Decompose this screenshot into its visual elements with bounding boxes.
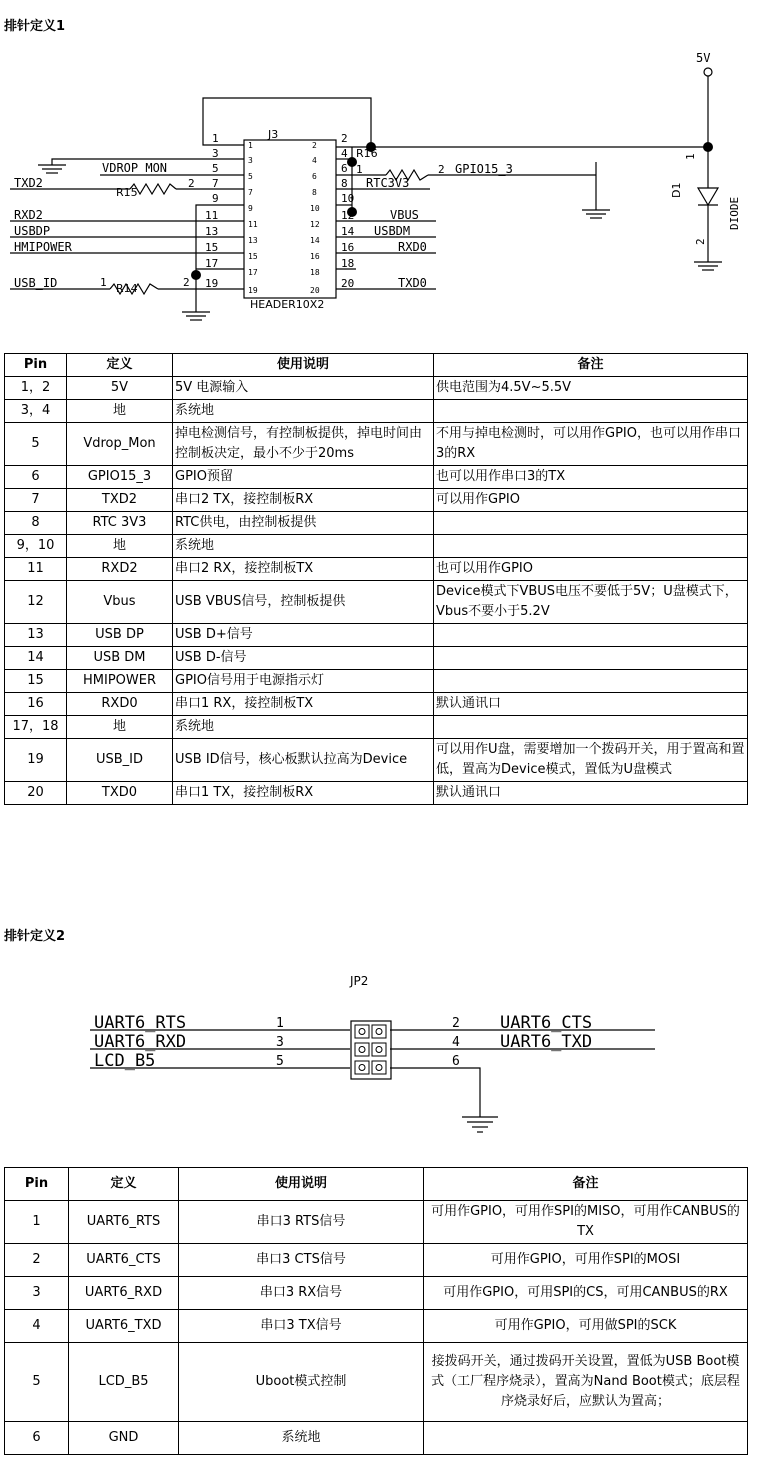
col-header: Pin bbox=[5, 1168, 69, 1201]
diode-pin-1: 1 bbox=[684, 153, 697, 160]
table-cell: 默认通讯口 bbox=[434, 782, 748, 805]
table-cell bbox=[434, 400, 748, 423]
table-cell: 不用与掉电检测时，可以用作GPIO，也可以用作串口3的RX bbox=[434, 423, 748, 466]
table-row bbox=[5, 1277, 748, 1310]
table-cell: USB DP bbox=[67, 624, 173, 647]
table-cell: 串口1 TX，接控制板RX bbox=[173, 782, 434, 805]
col-header: 定义 bbox=[69, 1168, 179, 1201]
table-row bbox=[5, 558, 748, 581]
inner-pin-num: 6 bbox=[312, 172, 317, 181]
pin-num: 7 bbox=[212, 177, 219, 190]
table-cell: RTC 3V3 bbox=[67, 512, 173, 535]
table-cell: 地 bbox=[67, 400, 173, 423]
inner-pin-num: 3 bbox=[248, 156, 253, 165]
r16-label: R16 bbox=[356, 147, 378, 160]
table-cell: 11 bbox=[5, 558, 67, 581]
col-header: 备注 bbox=[434, 354, 748, 377]
table-cell: 6 bbox=[5, 466, 67, 489]
table-cell: USB D-信号 bbox=[173, 647, 434, 670]
table-cell: 也可以用作GPIO bbox=[434, 558, 748, 581]
table-cell: Vdrop_Mon bbox=[67, 423, 173, 466]
diode-pin-2: 2 bbox=[694, 238, 707, 245]
table-cell: RTC供电，由控制板提供 bbox=[173, 512, 434, 535]
table-cell: 地 bbox=[67, 535, 173, 558]
table-cell: 可用作GPIO，可用作SPI的MISO，可用作CANBUS的TX bbox=[424, 1201, 748, 1244]
table-cell: 串口3 TX信号 bbox=[179, 1310, 424, 1343]
inner-pin-num: 16 bbox=[310, 252, 320, 261]
table-cell: 可以用作U盘，需要增加一个拨码开关，用于置高和置低，置高为Device模式，置低为U盘模式 bbox=[434, 739, 748, 782]
ground-symbol bbox=[462, 1117, 498, 1132]
table-cell: 可用作GPIO，可用SPI的CS，可用CANBUS的RX bbox=[424, 1277, 748, 1310]
net-usb-id: USB_ID bbox=[14, 276, 58, 290]
r16-pin-2: 2 bbox=[438, 163, 445, 176]
table-cell: 系统地 bbox=[179, 1422, 424, 1455]
r15-label: R15 bbox=[116, 186, 138, 199]
pin-num: 16 bbox=[341, 241, 355, 254]
table-cell: 3 bbox=[5, 1277, 69, 1310]
pin-num: 1 bbox=[276, 1016, 284, 1031]
pin-num: 3 bbox=[212, 147, 219, 160]
table-cell: 系统地 bbox=[173, 400, 434, 423]
pin-num: 15 bbox=[205, 241, 219, 254]
inner-pin-num: 5 bbox=[248, 172, 253, 181]
table-cell: Vbus bbox=[67, 581, 173, 624]
table-row bbox=[5, 1422, 748, 1455]
net-vbus: VBUS bbox=[390, 208, 419, 222]
table-cell: 3，4 bbox=[5, 400, 67, 423]
table-cell: 可以用作GPIO bbox=[434, 489, 748, 512]
table-cell: GPIO15_3 bbox=[67, 466, 173, 489]
net-uart6-rxd: UART6_RXD bbox=[94, 1032, 187, 1052]
inner-pin-num: 4 bbox=[312, 156, 317, 165]
inner-pin-num: 12 bbox=[310, 220, 320, 229]
inner-pin-num: 2 bbox=[312, 141, 317, 150]
table-cell: 也可以用作串口3的TX bbox=[434, 466, 748, 489]
table-cell: Uboot模式控制 bbox=[179, 1343, 424, 1422]
table-cell: 12 bbox=[5, 581, 67, 624]
table-cell: 8 bbox=[5, 512, 67, 535]
inner-pin-num: 19 bbox=[248, 286, 258, 295]
net-txd0: TXD0 bbox=[398, 276, 427, 290]
table-cell: 19 bbox=[5, 739, 67, 782]
power-label: 5V bbox=[696, 51, 711, 65]
jp2-pins bbox=[355, 1025, 386, 1074]
pin-num: 12 bbox=[341, 209, 355, 222]
table-cell: 5 bbox=[5, 1343, 69, 1422]
table-cell: USB D+信号 bbox=[173, 624, 434, 647]
schematic-j3 bbox=[0, 40, 758, 340]
table-cell: 9，10 bbox=[5, 535, 67, 558]
col-header: 使用说明 bbox=[173, 354, 434, 377]
r14-pin-1: 1 bbox=[100, 276, 107, 289]
connector-ref: J3 bbox=[268, 128, 279, 141]
table-cell: 地 bbox=[67, 716, 173, 739]
diode-ref: D1 bbox=[670, 182, 683, 198]
r16-pin-1: 1 bbox=[356, 163, 363, 176]
table-row bbox=[5, 466, 748, 489]
power-terminal bbox=[704, 68, 712, 76]
table-cell: 6 bbox=[5, 1422, 69, 1455]
pin-table-1 bbox=[4, 353, 748, 805]
net-rtc3v3: RTC3V3 bbox=[366, 176, 410, 190]
table-cell: 4 bbox=[5, 1310, 69, 1343]
col-header: 使用说明 bbox=[179, 1168, 424, 1201]
table-cell: TXD2 bbox=[67, 489, 173, 512]
pin-num: 2 bbox=[452, 1016, 460, 1031]
pin-num: 4 bbox=[452, 1035, 460, 1050]
pin-num: 3 bbox=[276, 1035, 284, 1050]
pin-num: 20 bbox=[341, 277, 355, 290]
connector-ref: JP2 bbox=[350, 974, 369, 988]
table-cell: 串口3 CTS信号 bbox=[179, 1244, 424, 1277]
net-usbdm: USBDM bbox=[374, 224, 411, 238]
table-cell: 7 bbox=[5, 489, 67, 512]
net-txd2: TXD2 bbox=[14, 176, 43, 190]
table-cell: 系统地 bbox=[173, 535, 434, 558]
pin-num: 8 bbox=[341, 177, 348, 190]
table-row bbox=[5, 489, 748, 512]
inner-pin-num: 1 bbox=[248, 141, 253, 150]
table-cell: 2 bbox=[5, 1244, 69, 1277]
pin-num: 9 bbox=[212, 192, 219, 205]
table-cell: RXD2 bbox=[67, 558, 173, 581]
table-cell bbox=[434, 647, 748, 670]
table-cell: 1 bbox=[5, 1201, 69, 1244]
table-cell: TXD0 bbox=[67, 782, 173, 805]
pin-num: 14 bbox=[341, 225, 355, 238]
inner-pin-num: 15 bbox=[248, 252, 258, 261]
table-cell: 串口2 RX，接控制板TX bbox=[173, 558, 434, 581]
table-cell: GND bbox=[69, 1422, 179, 1455]
col-header: 定义 bbox=[67, 354, 173, 377]
table-row bbox=[5, 1201, 748, 1244]
inner-pin-num: 18 bbox=[310, 268, 320, 277]
pin-num: 4 bbox=[341, 147, 348, 160]
table-row bbox=[5, 535, 748, 558]
table-cell bbox=[434, 535, 748, 558]
table-cell: 默认通讯口 bbox=[434, 693, 748, 716]
table-cell: Device模式下VBUS电压不要低于5V；U盘模式下，Vbus不要小于5.2V bbox=[434, 581, 748, 624]
net-gpio15-3: GPIO15_3 bbox=[455, 162, 513, 176]
table-cell: 1，2 bbox=[5, 377, 67, 400]
net-uart6-cts: UART6_CTS bbox=[500, 1013, 593, 1033]
table-row bbox=[5, 782, 748, 805]
table-row bbox=[5, 581, 748, 624]
table-cell bbox=[434, 512, 748, 535]
table-cell: 5V 电源输入 bbox=[173, 377, 434, 400]
table-cell: 14 bbox=[5, 647, 67, 670]
table-row bbox=[5, 647, 748, 670]
table-cell: UART6_CTS bbox=[69, 1244, 179, 1277]
net-lcd-b5: LCD_B5 bbox=[94, 1051, 156, 1071]
pin-num: 2 bbox=[341, 132, 348, 145]
r14-label: R14 bbox=[116, 282, 138, 295]
table-cell: 17，18 bbox=[5, 716, 67, 739]
pin-num: 6 bbox=[452, 1054, 460, 1069]
table-row bbox=[5, 400, 748, 423]
r14-pin-2: 2 bbox=[183, 276, 190, 289]
inner-pin-num: 20 bbox=[310, 286, 320, 295]
table-cell: USB DM bbox=[67, 647, 173, 670]
header-body bbox=[244, 140, 336, 298]
pin-num: 17 bbox=[205, 257, 219, 270]
table-cell bbox=[424, 1422, 748, 1455]
table-row bbox=[5, 624, 748, 647]
inner-pin-num: 7 bbox=[248, 188, 253, 197]
pin-num: 1 bbox=[212, 132, 219, 145]
table-cell: LCD_B5 bbox=[69, 1343, 179, 1422]
table-cell: 串口3 RTS信号 bbox=[179, 1201, 424, 1244]
table-cell: 串口3 RX信号 bbox=[179, 1277, 424, 1310]
table-cell: USB VBUS信号，控制板提供 bbox=[173, 581, 434, 624]
pin-num: 6 bbox=[341, 162, 348, 175]
table-row bbox=[5, 377, 748, 400]
table-cell: 串口1 RX，接控制板TX bbox=[173, 693, 434, 716]
col-header: Pin bbox=[5, 354, 67, 377]
pin-num: 19 bbox=[205, 277, 219, 290]
table-cell: USB ID信号，核心板默认拉高为Device bbox=[173, 739, 434, 782]
table-cell: 可用作GPIO，可用做SPI的SCK bbox=[424, 1310, 748, 1343]
table-cell: 供电范围为4.5V~5.5V bbox=[434, 377, 748, 400]
net-rxd0: RXD0 bbox=[398, 240, 427, 254]
table-row bbox=[5, 693, 748, 716]
net-rxd2: RXD2 bbox=[14, 208, 43, 222]
table-cell: 串口2 TX，接控制板RX bbox=[173, 489, 434, 512]
table-cell: 可用作GPIO，可用作SPI的MOSI bbox=[424, 1244, 748, 1277]
table-header-row bbox=[5, 1168, 748, 1201]
table-cell: 15 bbox=[5, 670, 67, 693]
table-cell: 5 bbox=[5, 423, 67, 466]
net-vdrop-mon: VDROP_MON bbox=[102, 161, 168, 175]
pin-num: 5 bbox=[276, 1054, 284, 1069]
net-uart6-txd: UART6_TXD bbox=[500, 1032, 593, 1052]
table-row bbox=[5, 512, 748, 535]
inner-pin-num: 13 bbox=[248, 236, 258, 245]
inner-pin-num: 9 bbox=[248, 204, 253, 213]
table-cell: 接拨码开关，通过拨码开关设置，置低为USB Boot模式（工厂程序烧录），置高为Nand Boot模式；底层程序烧录好后，应默认为置高； bbox=[424, 1343, 748, 1422]
diode-label: DIODE bbox=[728, 196, 741, 230]
pin-num: 11 bbox=[205, 209, 219, 222]
table-cell: HMIPOWER bbox=[67, 670, 173, 693]
pin-num: 5 bbox=[212, 162, 219, 175]
table-body bbox=[5, 1201, 748, 1455]
table-cell bbox=[434, 716, 748, 739]
schematic-jp2 bbox=[0, 965, 758, 1145]
table-cell: 16 bbox=[5, 693, 67, 716]
pin-num: 10 bbox=[341, 192, 355, 205]
table-header-row bbox=[5, 354, 748, 377]
table-cell bbox=[434, 624, 748, 647]
table-cell: UART6_RTS bbox=[69, 1201, 179, 1244]
table-cell: GPIO预留 bbox=[173, 466, 434, 489]
table-cell: UART6_RXD bbox=[69, 1277, 179, 1310]
table-cell bbox=[434, 670, 748, 693]
net-usbdp: USBDP bbox=[14, 224, 51, 238]
table-cell: RXD0 bbox=[67, 693, 173, 716]
inner-pin-num: 14 bbox=[310, 236, 320, 245]
table-cell: 系统地 bbox=[173, 716, 434, 739]
table-cell: 20 bbox=[5, 782, 67, 805]
table-cell: 掉电检测信号，有控制板提供，掉电时间由控制板决定，最小不少于20ms bbox=[173, 423, 434, 466]
section1-heading: 排针定义1 bbox=[4, 19, 66, 34]
r15-pin-2: 2 bbox=[188, 177, 195, 190]
pin-num: 18 bbox=[341, 257, 355, 270]
pin-num: 13 bbox=[205, 225, 219, 238]
table-row bbox=[5, 670, 748, 693]
pin-table-2 bbox=[4, 1167, 748, 1455]
table-row bbox=[5, 716, 748, 739]
table-row bbox=[5, 1244, 748, 1277]
table-cell: 5V bbox=[67, 377, 173, 400]
table-cell: GPIO信号用于电源指示灯 bbox=[173, 670, 434, 693]
col-header: 备注 bbox=[424, 1168, 748, 1201]
table-row bbox=[5, 423, 748, 466]
table-row bbox=[5, 1310, 748, 1343]
section2-heading: 排针定义2 bbox=[4, 929, 66, 944]
table-body bbox=[5, 377, 748, 805]
inner-pin-num: 10 bbox=[310, 204, 320, 213]
table-row bbox=[5, 739, 748, 782]
inner-pin-num: 11 bbox=[248, 220, 258, 229]
table-row bbox=[5, 1343, 748, 1422]
table-cell: 13 bbox=[5, 624, 67, 647]
connector-part: HEADER10X2 bbox=[250, 298, 325, 311]
net-hmipower: HMIPOWER bbox=[14, 240, 72, 254]
table-cell: USB_ID bbox=[67, 739, 173, 782]
net-uart6-rts: UART6_RTS bbox=[94, 1013, 187, 1033]
inner-pin-num: 17 bbox=[248, 268, 258, 277]
inner-pin-num: 8 bbox=[312, 188, 317, 197]
table-cell: UART6_TXD bbox=[69, 1310, 179, 1343]
